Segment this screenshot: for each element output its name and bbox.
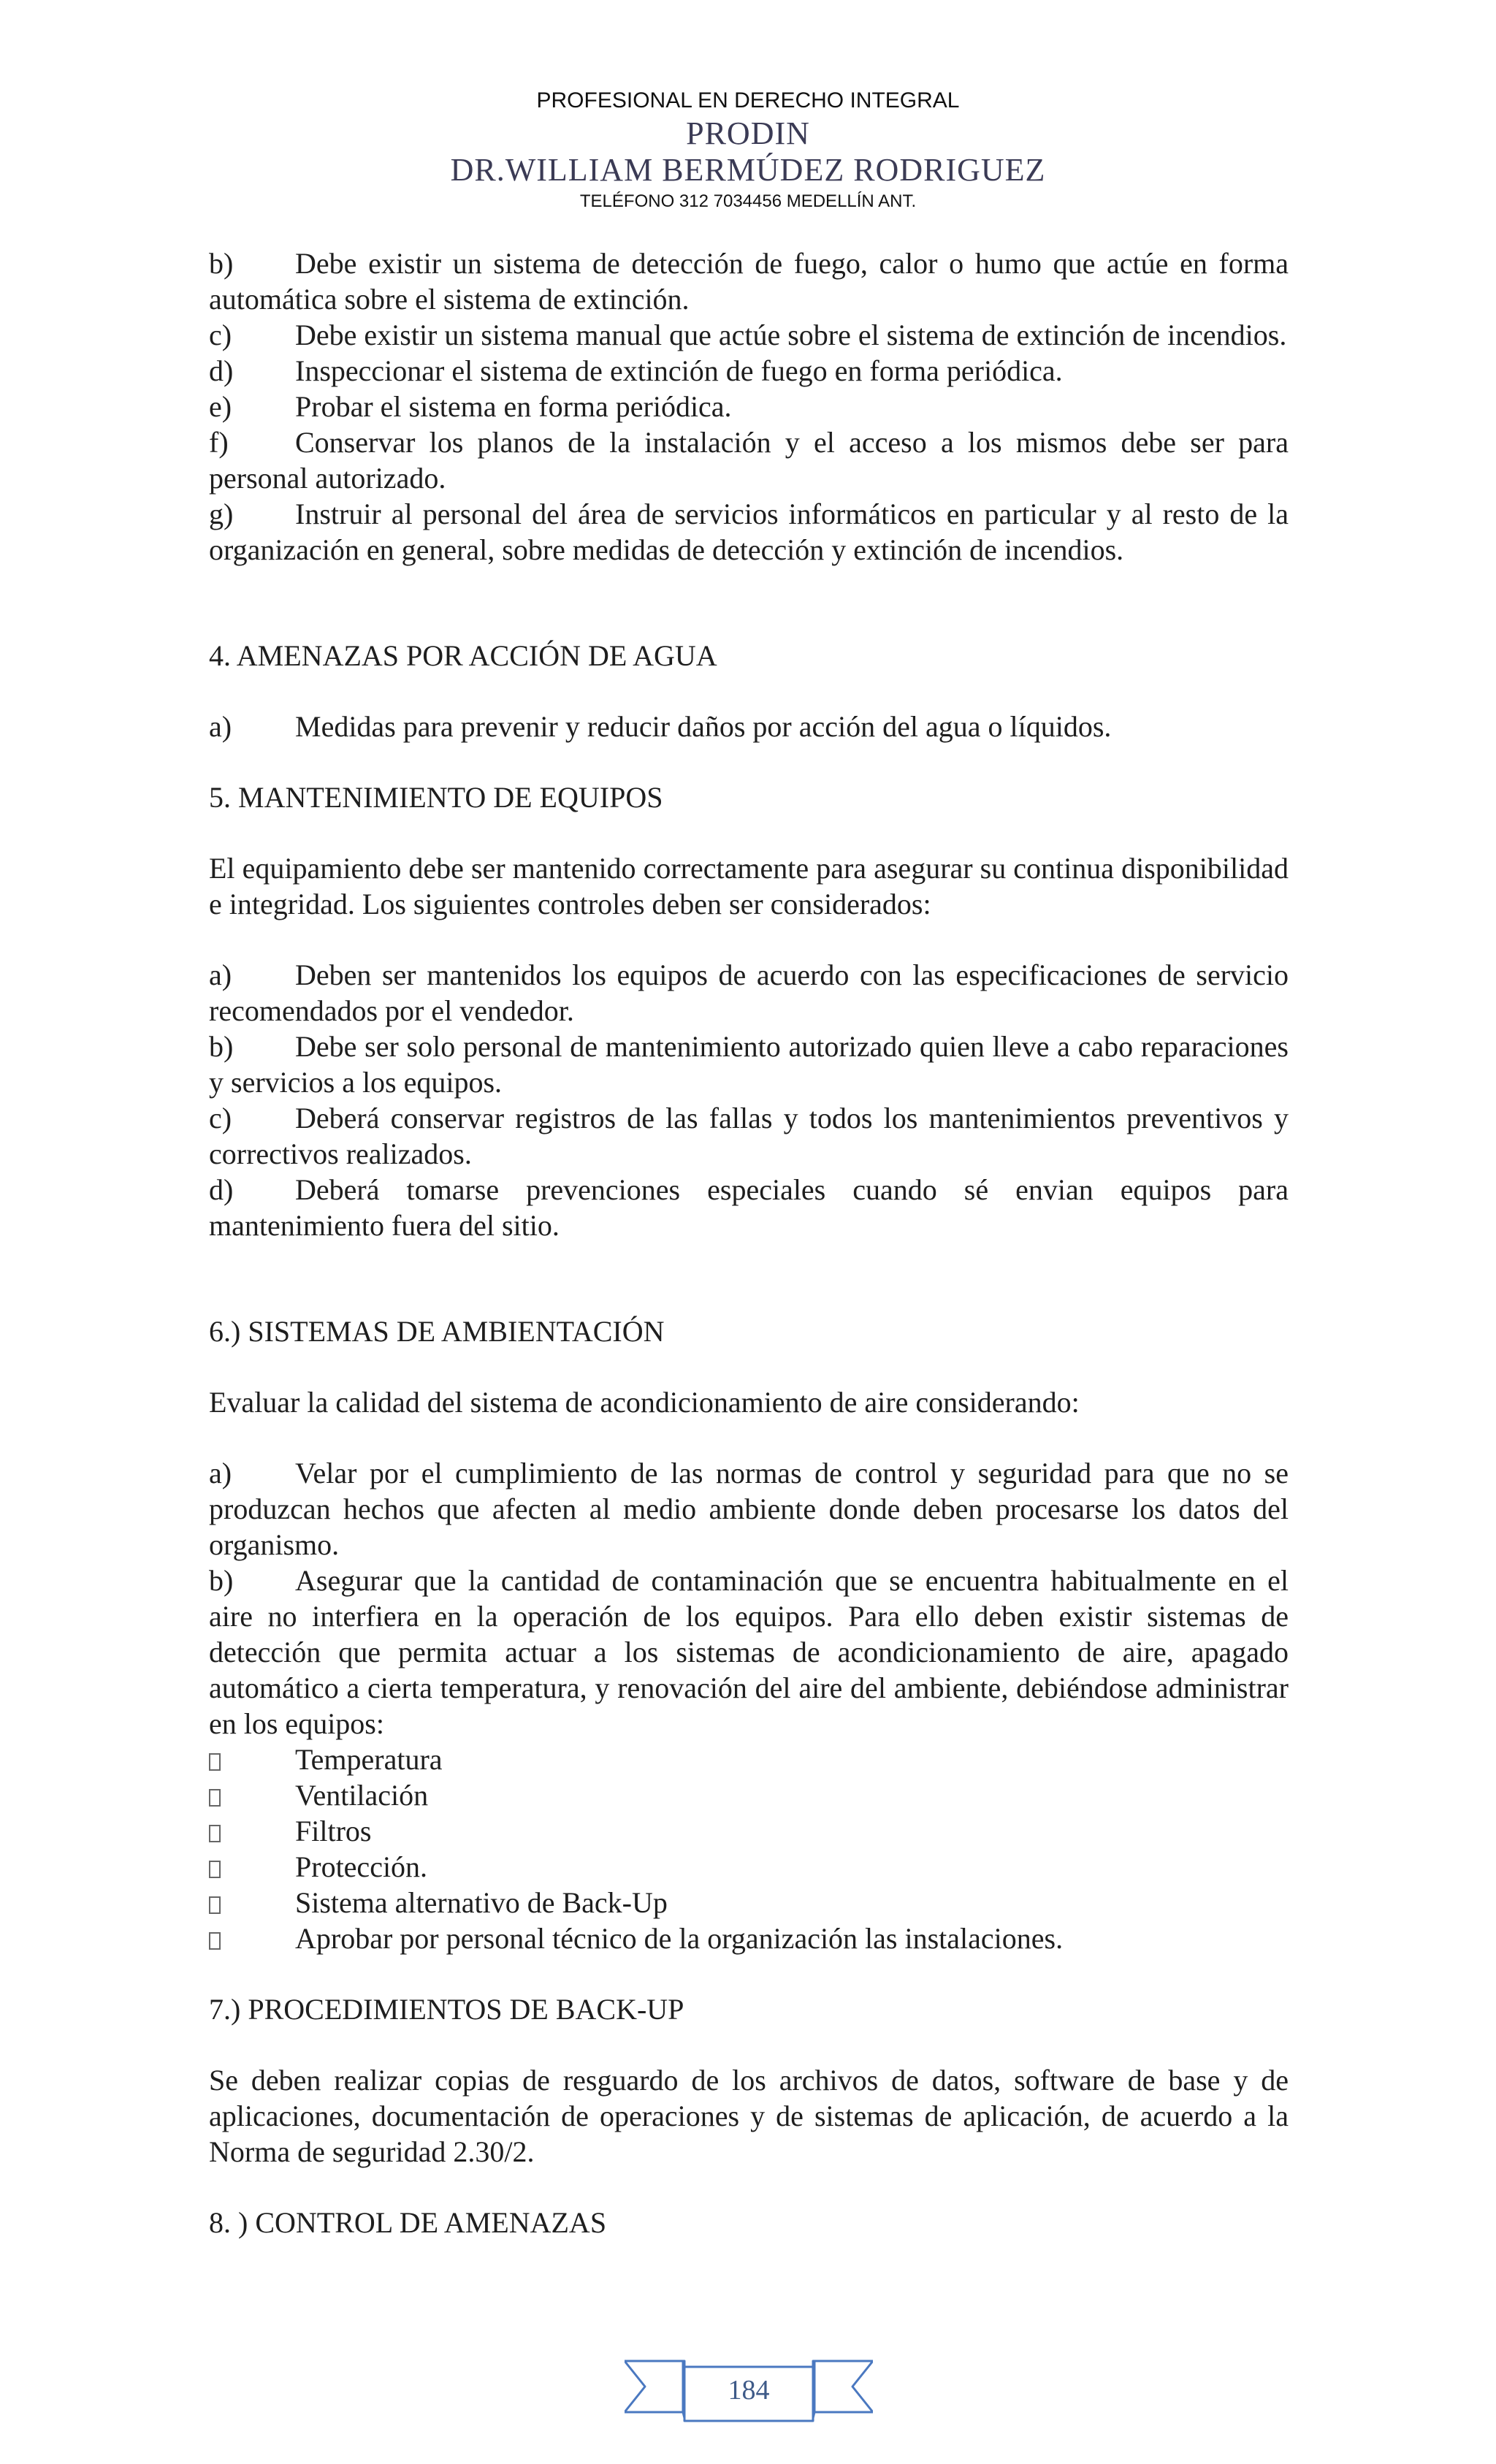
item-label: g) — [209, 497, 234, 530]
square-bullet-icon — [209, 1742, 295, 1777]
bullet-text: Aprobar por personal técnico de la organización las instalaciones. — [295, 1922, 1064, 1955]
bullet-text: Filtros — [295, 1815, 372, 1847]
bullet-text: Temperatura — [295, 1743, 443, 1776]
fire-list — [209, 245, 1289, 568]
list-item — [209, 1100, 1289, 1172]
bullet-item — [209, 1885, 1289, 1921]
list-item — [209, 317, 1289, 353]
header-author: DR.WILLIAM BERMÚDEZ RODRIGUEZ — [450, 152, 1046, 188]
square-bullet-icon — [209, 1885, 295, 1921]
item-label: a) — [209, 1457, 232, 1490]
list-item — [209, 1172, 1289, 1243]
bullet-item — [209, 1813, 1289, 1849]
item-text: Deberá conservar registros de las fallas y todos los mantenimientos preventivos y correctivos realizados. — [209, 1102, 1289, 1170]
list-item — [209, 496, 1289, 568]
list-item — [209, 1029, 1289, 1100]
item-label: c) — [209, 1102, 232, 1134]
item-text: Velar por el cumplimiento de las normas de control y seguridad para que no se produzcan hechos que afecten al medio ambiente donde deben procesarse los datos del organismo. — [209, 1457, 1289, 1561]
item-label: b) — [209, 1564, 234, 1597]
list-item — [209, 389, 1289, 424]
item-label: d) — [209, 354, 234, 387]
section-heading-threat-control: 8. ) CONTROL DE AMENAZAS — [209, 2206, 607, 2239]
item-label: b) — [209, 247, 234, 280]
document-body — [209, 245, 1289, 2240]
item-label: f) — [209, 426, 229, 459]
item-text: Conservar los planos de la instalación y el acceso a los mismos debe ser para personal autorizado. — [209, 426, 1289, 495]
item-text: Asegurar que la cantidad de contaminación que se encuentra habitualmente en el aire no interfiera en la operación de los equipos. Para ello deben existir sistemas de detección que permita actuar a los sistemas de acondicionamiento de aire, apagado automático a cierta temperatura, y renovación del aire del ambiente, debiéndose administrar en los equipos: — [209, 1564, 1289, 1740]
item-label: a) — [209, 958, 232, 991]
item-text: Medidas para prevenir y reducir daños por acción del agua o líquidos. — [295, 710, 1112, 743]
item-text: Debe existir un sistema manual que actúe sobre el sistema de extinción de incendios. — [295, 319, 1287, 351]
bullet-item — [209, 1742, 1289, 1777]
square-bullet-icon — [209, 1777, 295, 1813]
item-text: Inspeccionar el sistema de extinción de fuego en forma periódica. — [295, 354, 1063, 387]
item-text: Instruir al personal del área de servicios informáticos en particular y al resto de la organización en general, sobre medidas de detección y extinción de incendios. — [209, 497, 1289, 566]
item-label: a) — [209, 710, 232, 743]
square-bullet-icon — [209, 1813, 295, 1849]
item-label: b) — [209, 1030, 234, 1063]
bullet-text: Sistema alternativo de Back-Up — [295, 1886, 668, 1919]
list-item — [209, 709, 1289, 744]
item-label: d) — [209, 1173, 234, 1206]
header-firm-title: PROFESIONAL EN DERECHO INTEGRAL — [536, 88, 960, 112]
section-heading-maintenance: 5. MANTENIMIENTO DE EQUIPOS — [209, 781, 663, 814]
item-label: e) — [209, 390, 232, 423]
bullet-item — [209, 1921, 1289, 1956]
section-heading-environment: 6.) SISTEMAS DE AMBIENTACIÓN — [209, 1315, 665, 1348]
item-text: Probar el sistema en forma periódica. — [295, 390, 732, 423]
square-bullet-icon — [209, 1921, 295, 1956]
bullet-text: Protección. — [295, 1850, 428, 1883]
list-item — [209, 353, 1289, 389]
header-contact: TELÉFONO 312 7034456 MEDELLÍN ANT. — [579, 191, 917, 211]
item-text: Debe ser solo personal de mantenimiento autorizado quien lleve a cabo reparaciones y servicios a los equipos. — [209, 1030, 1289, 1099]
section-intro: Evaluar la calidad del sistema de acondicionamiento de aire considerando: — [209, 1386, 1080, 1419]
section-intro: El equipamiento debe ser mantenido correctamente para asegurar su continua disponibilidad e integridad. Los siguientes controles deben ser considerados: — [209, 852, 1289, 920]
section-text: Se deben realizar copias de resguardo de los archivos de datos, software de base y de aplicaciones, documentación de operaciones y de sistemas de aplicación, de acuerdo a la Norma de seguridad 2.30/2. — [209, 2064, 1289, 2168]
page-footer — [625, 2354, 873, 2427]
item-text: Debe existir un sistema de detección de fuego, calor o humo que actúe en forma automática sobre el sistema de extinción. — [209, 247, 1289, 316]
bullet-item — [209, 1777, 1289, 1813]
list-item — [209, 424, 1289, 496]
page-header — [0, 86, 1496, 215]
bullet-text: Ventilación — [295, 1779, 429, 1812]
list-item — [209, 1455, 1289, 1563]
section-heading-water: 4. AMENAZAS POR ACCIÓN DE AGUA — [209, 639, 717, 672]
list-item — [209, 1563, 1289, 1742]
item-label: c) — [209, 319, 232, 351]
list-item — [209, 957, 1289, 1029]
section-heading-backup: 7.) PROCEDIMIENTOS DE BACK-UP — [209, 1993, 684, 2026]
page-number: 184 — [728, 2375, 770, 2406]
bullet-list — [209, 1742, 1289, 1956]
bullet-item — [209, 1849, 1289, 1885]
header-brand: PRODIN — [686, 115, 810, 151]
list-item — [209, 245, 1289, 317]
item-text: Deben ser mantenidos los equipos de acuerdo con las especificaciones de servicio recomendados por el vendedor. — [209, 958, 1289, 1027]
item-text: Deberá tomarse prevenciones especiales cuando sé envian equipos para mantenimiento fuera del sitio. — [209, 1173, 1289, 1242]
square-bullet-icon — [209, 1849, 295, 1885]
